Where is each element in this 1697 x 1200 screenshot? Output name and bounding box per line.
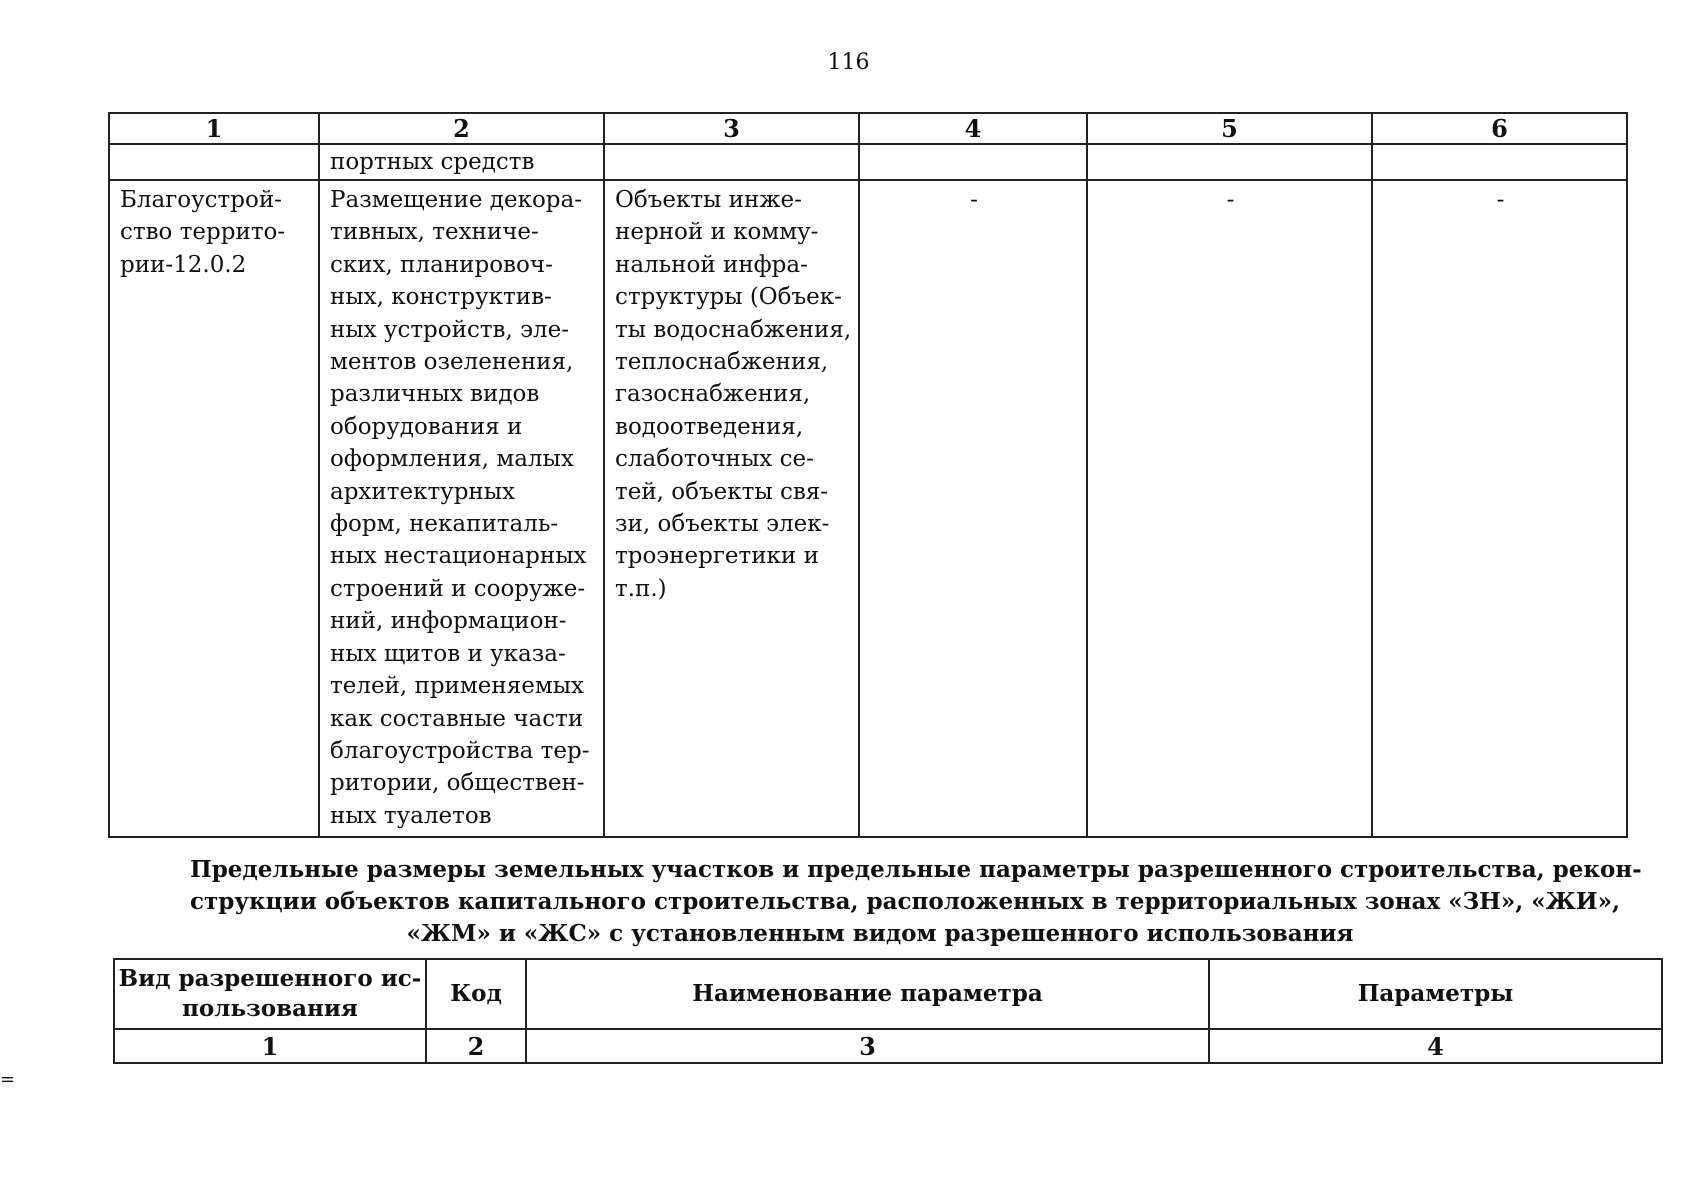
objects-line: газоснабжения, [615,381,811,408]
table-cell [859,144,1087,180]
use-description-line: как составные части [330,705,584,732]
use-description-line: ных туалетов [330,802,492,829]
use-type-line: ство террито- [120,219,286,246]
column-header: 3 [604,113,859,144]
parameters-table [113,958,1663,1064]
table-cell: портных средств [319,144,604,180]
use-description-line: Размещение декора- [330,187,583,213]
objects-line: теплоснабжения, [615,349,829,376]
column-header-line: Вид разрешенного ис- [118,965,422,992]
table-cell [604,144,859,180]
column-header: 1 [109,113,319,144]
use-description-line: ний, информацион- [330,608,567,635]
permitted-use-table [108,112,1628,838]
use-description-line: ских, планировоч- [330,251,553,278]
use-description-line: ных щитов и указа- [330,640,566,667]
table-cell: - [1372,180,1627,837]
use-description-line: телей, применяемых [330,673,585,700]
column-header-use-type [114,959,426,1029]
table-cell [109,144,319,180]
column-number-row [114,1029,1662,1063]
column-header-line: пользования [182,995,358,1022]
objects-line: слаботочных се- [615,446,814,473]
use-description-line: ментов озеленения, [330,349,574,376]
use-description-line: оформления, малых [330,446,574,473]
column-header-parameter-name: Наименование параметра [526,959,1209,1029]
column-header-code: Код [426,959,526,1029]
objects-line: т.п.) [615,575,667,602]
table-cell: 2 [426,1029,526,1063]
column-header-parameters: Параметры [1209,959,1662,1029]
objects-line: водоотведения, [615,413,804,440]
column-header: 2 [319,113,604,144]
use-type-cell [109,180,319,837]
table-cell: 3 [526,1029,1209,1063]
use-description-line: ных устройств, эле- [330,316,570,343]
use-description-line: форм, некапиталь- [330,511,559,538]
page-number: 116 [827,50,870,75]
table-cell: 4 [1209,1029,1662,1063]
section-title-line: «ЖМ» и «ЖС» с установленным видом разрешенного использования [406,920,1354,947]
objects-line: нерной и комму- [615,219,819,246]
objects-line: структуры (Объек- [615,284,842,311]
table-row [109,180,1627,837]
use-description-cell [319,180,604,837]
table-cell: - [1087,180,1372,837]
continuation-row [109,144,1627,180]
objects-line: тей, объекты свя- [615,478,829,505]
objects-line: троэнергетики и [615,543,819,570]
use-description-line: различных видов [330,381,540,408]
table-cell [1372,144,1627,180]
use-type-line: рии-12.0.2 [120,251,247,278]
use-description-line: тивных, техниче- [330,219,539,246]
objects-line: Объекты инже- [615,187,802,213]
use-type-line: Благоустрой- [120,187,282,213]
objects-cell [604,180,859,837]
table-header-row [109,113,1627,144]
use-description-line: оборудования и [330,413,523,440]
use-description-line: ных, конструктив- [330,284,552,311]
table-cell: 1 [114,1029,426,1063]
column-header: 4 [859,113,1087,144]
table-cell [1087,144,1372,180]
margin-mark: = [0,1069,16,1090]
use-description-line: ритории, обществен- [330,770,585,797]
table-header-row [114,959,1662,1029]
use-description-line: архитектурных [330,478,516,505]
use-description-line: благоустройства тер- [330,737,590,764]
objects-line: нальной инфра- [615,251,808,278]
use-description-line: ных нестационарных [330,543,587,570]
section-title [190,854,1642,950]
column-header: 6 [1372,113,1627,144]
objects-line: ты водоснабжения, [615,316,852,343]
use-description-line: строений и сооруже- [330,575,586,602]
section-title-line: струкции объектов капитального строительства, расположенных в территориальных зонах «ЗН», «ЖИ», [190,888,1620,915]
objects-line: зи, объекты элек- [615,511,830,538]
table-cell: - [859,180,1087,837]
column-header: 5 [1087,113,1372,144]
section-title-line: Предельные размеры земельных участков и предельные параметры разрешенного строительства, рекон- [190,856,1642,883]
